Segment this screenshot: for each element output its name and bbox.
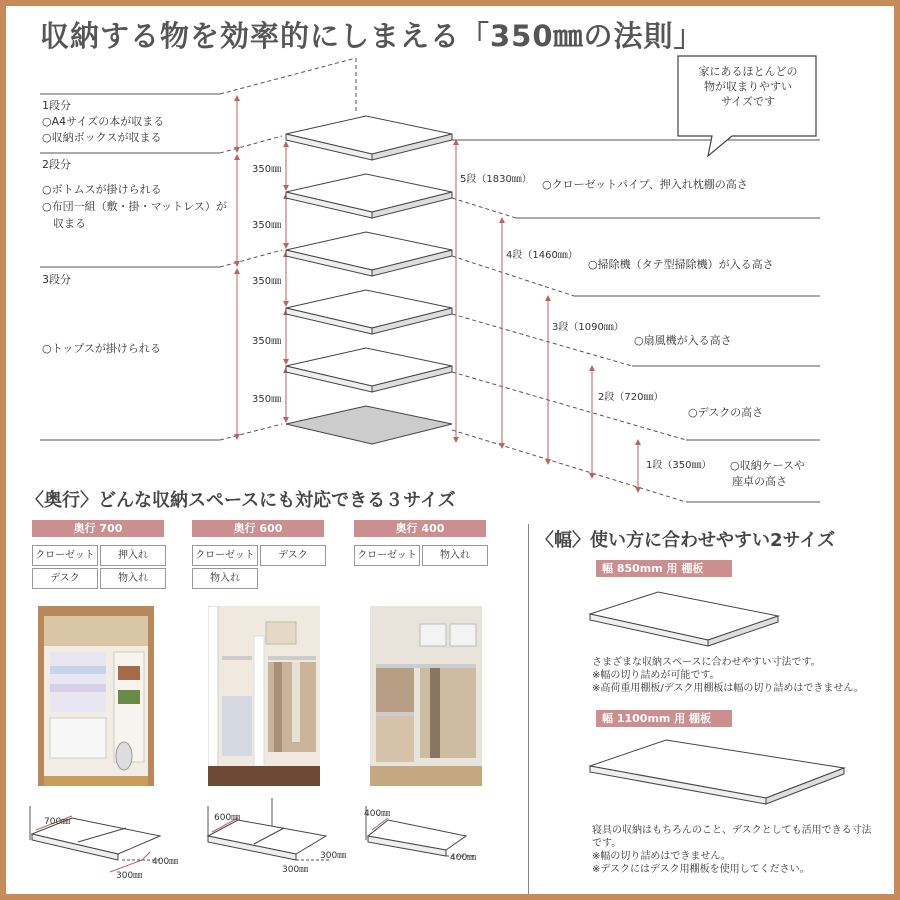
section-3dan: 3段分 ○トップスが掛けられる — [42, 273, 161, 355]
height-label-2: 2段（720㎜） — [598, 392, 664, 403]
tag-closet: クローゼット — [192, 545, 258, 566]
height-label-4: 4段（1460㎜） — [506, 250, 578, 261]
tag-monoire: 物入れ — [100, 568, 166, 589]
tag-monoire: 物入れ — [192, 568, 258, 589]
height-label-3: 3段（1090㎜） — [552, 322, 624, 333]
depth-diagram-600 — [208, 798, 330, 860]
photo-oshiire — [38, 606, 154, 786]
shelf-5 — [286, 116, 452, 160]
spacing-label: 350㎜ — [252, 394, 282, 405]
width-heading: 〈幅〉使い方に合わせやすい2サイズ — [536, 530, 836, 551]
section-1dan: 1段分 ○A4サイズの本が収まる ○収納ボックスが収まる — [42, 99, 165, 144]
photo-closet-600 — [208, 606, 320, 786]
tag-desk: デスク — [32, 568, 98, 589]
shelf-1 — [286, 348, 452, 392]
tag-closet: クローゼット — [354, 545, 420, 566]
depth-label-600: 奥行 600 — [192, 520, 324, 537]
spacing-label: 350㎜ — [252, 276, 282, 287]
photo-closet-400 — [370, 606, 482, 786]
dim-400-400: 400㎜ — [450, 853, 477, 863]
board-label-850: 幅 850mm 用 棚板 — [596, 560, 732, 577]
dim-600: 600㎜ — [214, 813, 241, 823]
dim-600-300b: 300㎜ — [282, 865, 309, 875]
height-desc-5: ○クローゼットパイプ、押入れ枕棚の高さ — [542, 178, 748, 191]
section-divider — [528, 524, 529, 894]
board-850 — [586, 586, 786, 656]
spacing-label: 350㎜ — [252, 336, 282, 347]
section-heading: 3段分 — [42, 273, 71, 286]
bubble-text: 家にあるほとんどの 物が収まりやすい サイズです — [698, 65, 798, 108]
section-heading: 1段分 — [42, 99, 71, 112]
height-label-5: 5段（1830㎜） — [460, 174, 532, 185]
height-desc-3: ○扇風機が入る高さ — [634, 334, 732, 347]
height-label-1: 1段（350㎜） — [646, 460, 712, 471]
height-desc-4: ○掃除機（タテ型掃除機）が入る高さ — [588, 258, 774, 271]
board-850-notes: さまざまな収納スペースに合わせやすい寸法です。 ※幅の切り詰めが可能です。 ※高荷重用棚板/デスク用棚板は幅の切り詰めはできません。 — [592, 657, 864, 694]
dim-600-300a: 300㎜ — [320, 851, 347, 861]
section-heading: 2段分 — [42, 158, 71, 171]
dim-700-300: 300㎜ — [116, 871, 143, 881]
depth-label-700: 奥行 700 — [32, 520, 164, 537]
tag-monoire: 物入れ — [422, 545, 488, 566]
shelf-4 — [286, 174, 452, 218]
spacing-label: 350㎜ — [252, 164, 282, 175]
dim-700: 700㎜ — [44, 817, 71, 827]
page-title: 収納する物を効率的にしまえる「350㎜の法則」 — [40, 19, 704, 53]
dim-700-400: 400㎜ — [152, 857, 179, 867]
spacing-label: 350㎜ — [252, 220, 282, 231]
board-label-1100: 幅 1100mm 用 棚板 — [596, 710, 732, 727]
height-desc-1: ○収納ケースや 座卓の高さ — [730, 459, 806, 488]
depth-diagrams — [26, 798, 496, 888]
board-1100 — [586, 732, 852, 812]
section-2dan: 2段分 ○ボトムスが掛けられる ○布団一組（敷・掛・マットレス）が 収まる — [42, 158, 227, 230]
tag-desk: デスク — [260, 545, 326, 566]
shelf-3 — [286, 232, 452, 276]
depth-heading: 〈奥行〉どんな収納スペースにも対応できる３サイズ — [26, 490, 456, 511]
height-desc-2: ○デスクの高さ — [688, 406, 764, 419]
page — [6, 6, 894, 894]
tag-oshiire: 押入れ — [100, 545, 166, 566]
board-1100-notes: 寝具の収納はもちろんのこと、デスクとしても活用できる寸法 です。 ※幅の切り詰めはできません。 ※デスクにはデスク用棚板を使用してください。 — [592, 825, 872, 875]
dim-400: 400㎜ — [364, 809, 391, 819]
depth-label-400: 奥行 400 — [354, 520, 486, 537]
tag-closet: クローゼット — [32, 545, 98, 566]
shelf-2 — [286, 290, 452, 334]
floor-base — [286, 406, 452, 444]
